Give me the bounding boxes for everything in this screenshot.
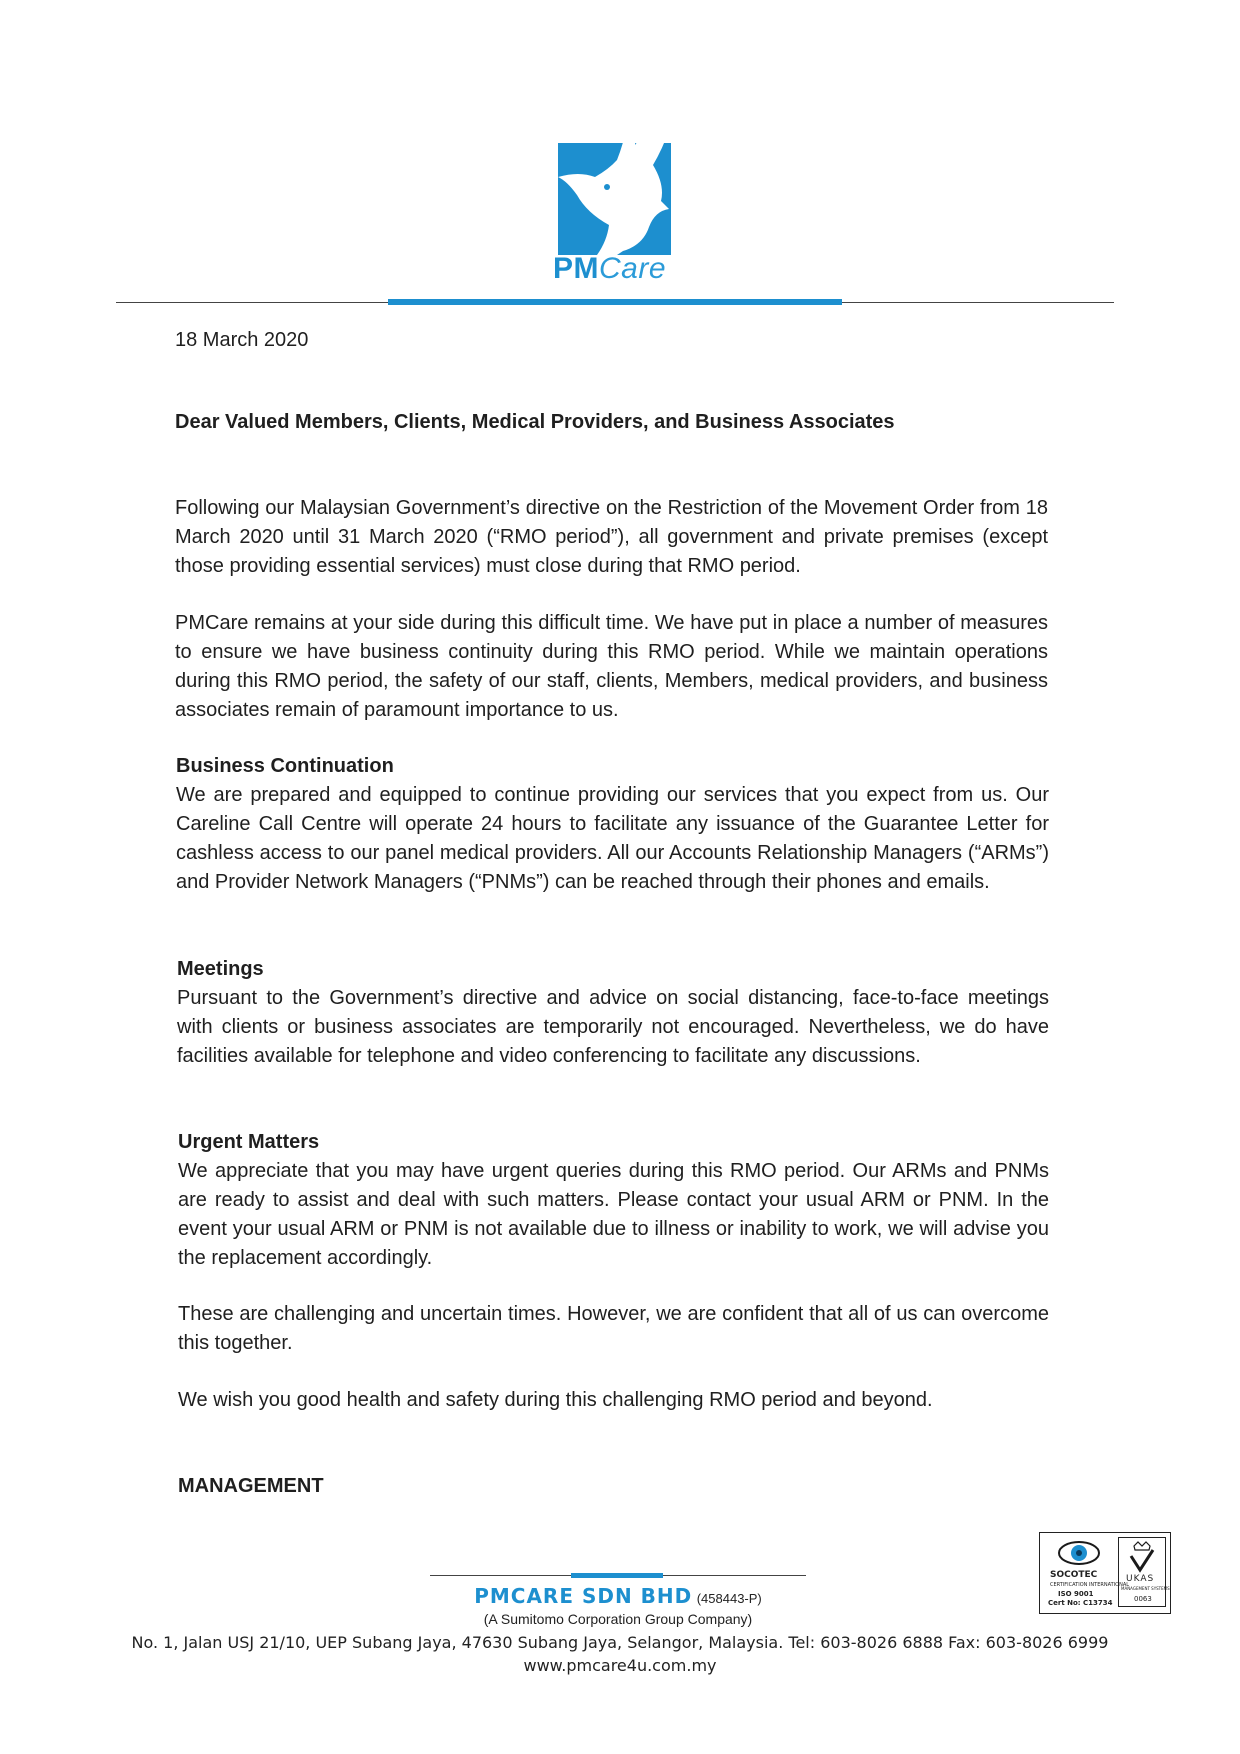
cert-number: Cert No: C13734: [1048, 1599, 1113, 1607]
company-address: No. 1, Jalan USJ 21/10, UEP Subang Jaya, 47630 Subang Jaya, Selangor, Malaysia. Tel: 603-8026 6888 Fax: 603-8026 6999: [131, 1633, 1109, 1652]
brand-wordmark: [553, 252, 666, 286]
heading-business-continuation: Business Continuation: [176, 755, 394, 777]
ukas-label: UKAS: [1126, 1574, 1155, 1584]
company-line: [430, 1584, 806, 1608]
letter-date: 18 March 2020: [175, 329, 309, 351]
salutation: Dear Valued Members, Clients, Medical Providers, and Business Associates: [175, 411, 895, 433]
dove-icon: [557, 105, 677, 255]
group-affiliation: (A Sumitomo Corporation Group Company): [483, 1611, 753, 1627]
paragraph-closing-1: These are challenging and uncertain times. However, we are confident that all of us can overcome this together.: [178, 1303, 1049, 1354]
certification-marks: [1039, 1532, 1171, 1614]
company-registration: (458443-P): [696, 1591, 762, 1606]
ukas-sub: MANAGEMENT SYSTEMS: [1121, 1586, 1170, 1591]
website-link[interactable]: www.pmcare4u.com.my: [523, 1656, 717, 1675]
signoff: MANAGEMENT: [178, 1475, 324, 1497]
paragraph-closing-2: We wish you good health and safety during this challenging RMO period and beyond.: [178, 1389, 933, 1411]
section-urgent-matters-body: We appreciate that you may have urgent queries during this RMO period. Our ARMs and PNMs are ready to assist and deal with such matters. Please contact your usual ARM or PNM. In the event your usual ARM or PNM is not available due to illness or inability to work, we will advise you the replacement accordingly.: [178, 1160, 1049, 1269]
socotec-mark: [1044, 1537, 1130, 1607]
ukas-mark: [1118, 1537, 1170, 1607]
socotec-label: SOCOTEC: [1050, 1570, 1098, 1580]
ukas-number: 0063: [1134, 1595, 1152, 1603]
socotec-sub: CERTIFICATION INTERNATIONAL: [1050, 1582, 1130, 1588]
section-meetings-body: Pursuant to the Government’s directive and advice on social distancing, face-to-face meetings with clients or business associates are temporarily not encouraged. Nevertheless, we do have facilities available for telephone and video conferencing to facilitate any discussions.: [177, 987, 1049, 1067]
header-divider-accent: [388, 299, 842, 305]
crown-tick-icon: [1119, 1540, 1165, 1574]
footer-divider-accent: [571, 1573, 663, 1578]
paragraph-continuity: PMCare remains at your side during this difficult time. We have put in place a number of measures to ensure we have business continuity during this RMO period. While we maintain operations during this RMO period, the safety of our staff, clients, Members, medical providers, and business associates remain of paramount importance to us.: [175, 612, 1048, 721]
socotec-eye-icon: [1044, 1539, 1114, 1569]
brand-care: Care: [599, 252, 667, 285]
iso-label: ISO 9001: [1058, 1590, 1094, 1598]
heading-meetings: Meetings: [177, 958, 264, 980]
company-name: PMCARE SDN BHD: [474, 1584, 693, 1608]
section-business-continuation-body: We are prepared and equipped to continue providing our services that you expect from us. Our Careline Call Centre will operate 24 hours to facilitate any issuance of the Guarantee Letter for cashless access to our panel medical providers. All our Accounts Relationship Managers (“ARMs”) and Provider Network Managers (“PNMs”) can be reached through their phones and emails.: [176, 784, 1049, 893]
brand-pm: PM: [553, 252, 599, 285]
heading-urgent-matters: Urgent Matters: [178, 1131, 320, 1153]
paragraph-intro: Following our Malaysian Government’s directive on the Restriction of the Movement Order from 18 March 2020 until 31 March 2020 (“RMO period”), all government and private premises (except those providing essential services) must close during that RMO period.: [175, 497, 1048, 577]
